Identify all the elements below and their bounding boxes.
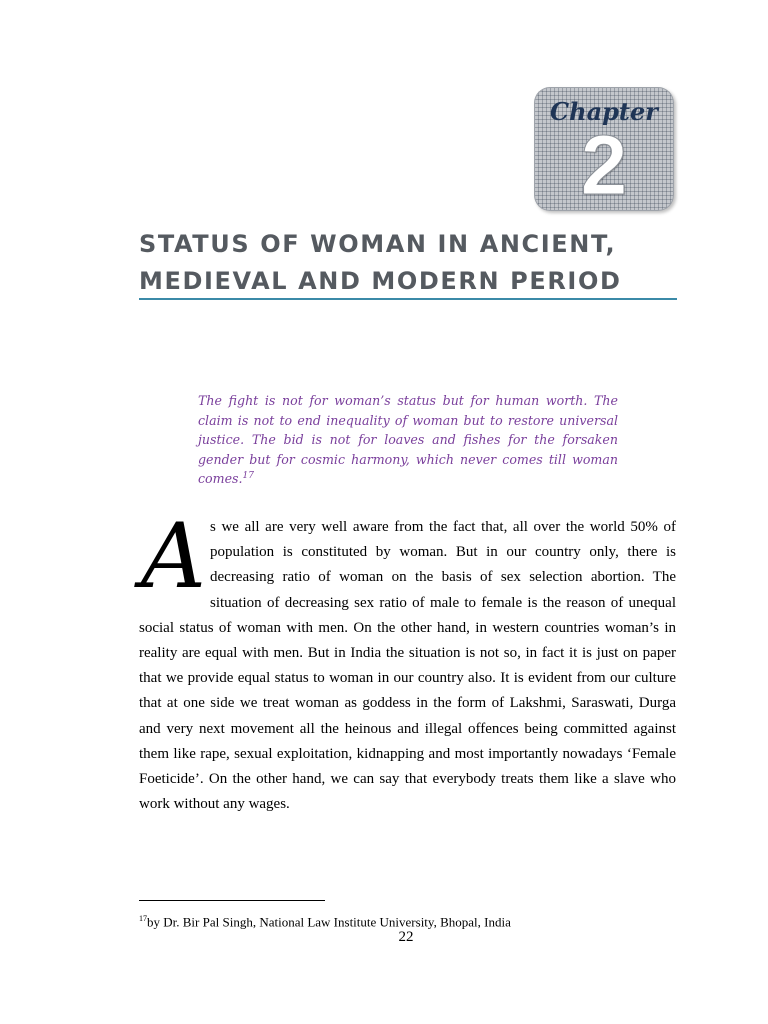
epigraph-quote — [198, 391, 618, 489]
epigraph-footnote-ref: 17 — [242, 470, 254, 481]
body-text: s we all are very well aware from the fact that, all over the world 50% of population is constituted by woman. But in our country only, there is decreasing ratio of woman on the basis of sex selection abortion. The situation of decreasing sex ratio of male to female is the reason of unequal social status of woman with men. On the other hand, in western countries woman’s in reality are equal with men. But in India the situation is not so, in fact it is just on paper that we provide equal status to woman in our country also. It is evident from our culture that at one side we treat woman as goddess in the form of Lakshmi, Saraswati, Durga and very next movement all the heinous and illegal offences being committed against them like rape, sexual exploitation, kidnapping and most importantly nowadays ‘Female Foeticide’. On the other hand, we can say that everybody treats them like a slave who work without any wages. — [139, 519, 676, 813]
footnote-text: by Dr. Bir Pal Singh, National Law Institute University, Bhopal, India — [147, 914, 511, 930]
page-number: 22 — [398, 929, 414, 945]
chapter-label: Chapter — [550, 97, 658, 126]
title-line-1: STATUS OF WOMAN IN ANCIENT, — [139, 230, 617, 258]
chapter-badge — [534, 87, 674, 211]
epigraph-text: The fight is not for woman’s status but for human worth. The claim is not to end inequality of woman but to restore universal justice. The bid is not for loaves and fishes for the forsaken gender but for cosmic harmony, which never comes till woman comes. — [198, 393, 618, 486]
footnote-marker: 17 — [139, 914, 147, 923]
body-paragraph — [139, 504, 676, 817]
chapter-number: 2 — [580, 118, 628, 212]
title-line-2: MEDIEVAL AND MODERN PERIOD — [139, 267, 622, 295]
footnote-divider — [139, 900, 325, 901]
drop-cap: A — [141, 504, 206, 609]
page-title — [139, 226, 677, 300]
title-underline — [139, 298, 677, 300]
footnote — [139, 914, 679, 930]
